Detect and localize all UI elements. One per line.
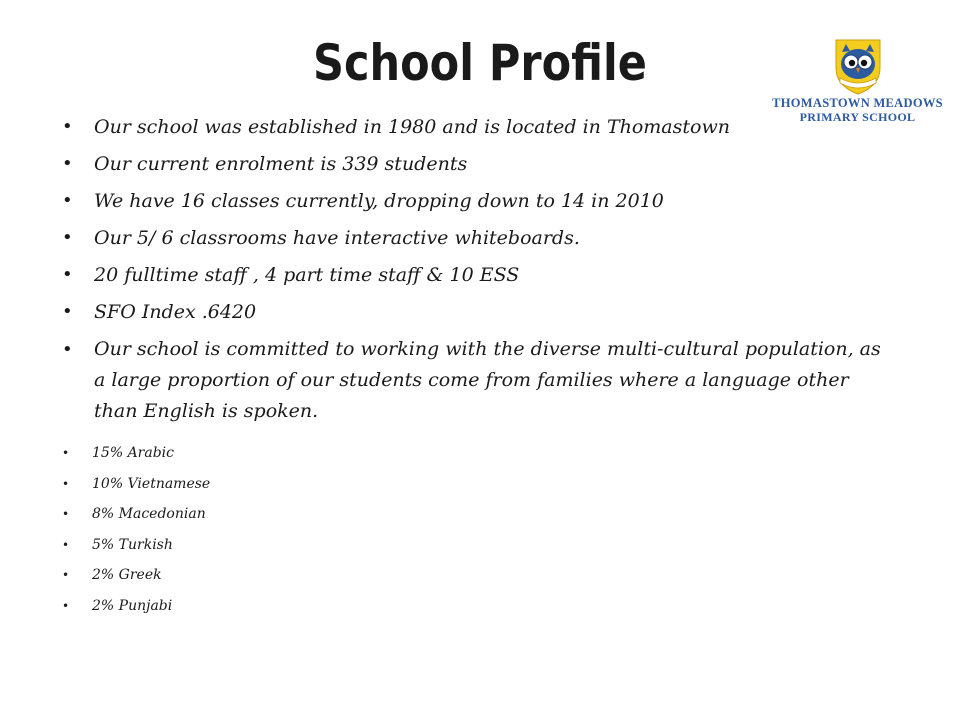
bullet-item [62, 112, 892, 142]
bullet-item [62, 223, 892, 253]
language-text: 5% Turkish [92, 536, 173, 553]
bullet-icon: • [62, 446, 70, 460]
bullet-text: SFO Index .6420 [94, 301, 257, 323]
language-item [62, 504, 462, 524]
language-item [62, 535, 462, 555]
bullet-icon: • [62, 301, 73, 322]
bullet-icon: • [62, 537, 70, 552]
bullet-icon: • [62, 507, 70, 521]
language-text: 10% Vietnamese [92, 475, 211, 492]
bullet-item [62, 186, 892, 216]
language-text: 2% Greek [92, 567, 162, 583]
main-bullet-list [62, 112, 892, 434]
bullet-icon: • [62, 476, 70, 491]
owl-crest-icon [770, 38, 945, 96]
bullet-icon: • [62, 264, 73, 285]
language-item [62, 443, 462, 463]
language-text: 15% Arabic [92, 445, 174, 461]
language-text: 2% Punjabi [92, 597, 173, 614]
bullet-text: Our school is committed to working with the diverse multi-cultural population, as a large proportion of our students come from families where a language other than English is spoken. [94, 338, 881, 422]
bullet-icon: • [62, 116, 73, 137]
language-text: 8% Macedonian [92, 506, 206, 522]
bullet-item [62, 334, 892, 427]
bullet-icon: • [62, 227, 73, 248]
bullet-item [62, 260, 892, 290]
bullet-icon: • [62, 568, 70, 582]
slide-title: School Profile [313, 34, 647, 92]
language-item [62, 565, 462, 585]
language-list [62, 443, 462, 626]
bullet-item [62, 149, 892, 179]
bullet-icon: • [62, 153, 73, 174]
bullet-icon: • [62, 339, 73, 360]
logo-name-line1: THOMASTOWN MEADOWS [772, 96, 943, 110]
bullet-text: Our current enrolment is 339 students [94, 153, 468, 175]
bullet-text: Our school was established in 1980 and is located in Thomastown [94, 116, 730, 138]
language-item [62, 474, 462, 494]
bullet-text: We have 16 classes currently, dropping down to 14 in 2010 [94, 190, 664, 212]
bullet-text: Our 5/ 6 classrooms have interactive whiteboards. [94, 227, 580, 249]
bullet-icon: • [62, 190, 73, 211]
language-item [62, 596, 462, 616]
bullet-icon: • [62, 598, 70, 613]
bullet-item [62, 297, 892, 327]
bullet-text: 20 fulltime staff , 4 part time staff & 10 ESS [94, 264, 520, 286]
logo-name-line2: PRIMARY SCHOOL [799, 110, 916, 124]
